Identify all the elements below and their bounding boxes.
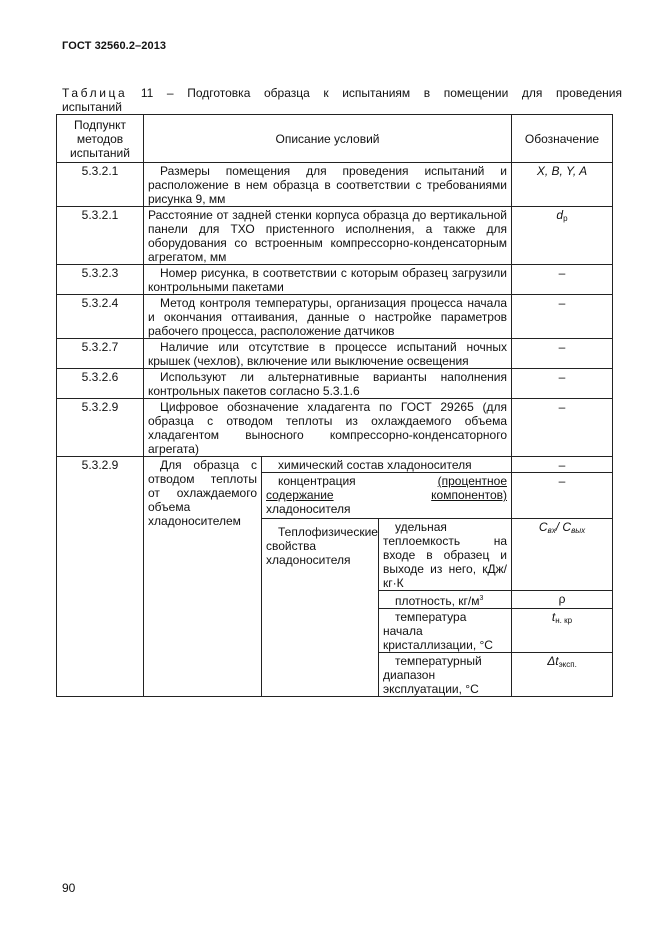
coolant-concentration xyxy=(262,473,512,519)
row-description: Расстояние от задней стенки корпуса образца до вертикальной панели для ТХО пристенного исполнения, а также для оборудования со встроенным компрессорно-конденсаторным агрегатом, мм xyxy=(144,207,512,265)
row-designation: – xyxy=(512,473,613,519)
row-designation: – xyxy=(512,457,613,473)
thermophysical-properties-label: Теплофизические свойства хладоносителя xyxy=(262,519,379,697)
designation-subscript: н. кр xyxy=(555,616,573,625)
concentration-content: содержание xyxy=(266,488,334,502)
row-description: Номер рисунка, в соответствии с которым образец загрузили контрольными пакетами xyxy=(144,265,512,295)
concentration-components: компонентов) xyxy=(431,488,507,502)
row-subclause: 5.3.2.4 xyxy=(57,295,144,339)
row-subclause: 5.3.2.3 xyxy=(57,265,144,295)
table-row xyxy=(57,399,613,457)
row-designation: – xyxy=(512,265,613,295)
conditions-table xyxy=(56,114,613,697)
header-subclause: Подпункт методов испытаний xyxy=(57,115,144,163)
designation-subscript: p xyxy=(563,214,568,223)
designation-crystallization xyxy=(512,609,613,653)
concentration-line1 xyxy=(266,474,507,488)
row-designation: X, B, Y, A xyxy=(512,163,613,207)
row-description: Метод контроля температуры, организация процесса начала и окончания оттаивания, данные о настройке параметров рабочего процесса, расположение датчиков xyxy=(144,295,512,339)
concentration-word: концентрация xyxy=(278,474,356,488)
density-unit-exponent: 3 xyxy=(479,595,484,602)
concentration-line2 xyxy=(266,488,507,502)
header-designation: Обозначение xyxy=(512,115,613,163)
row-subclause: 5.3.2.6 xyxy=(57,369,144,399)
table-caption xyxy=(62,86,622,100)
row-description: Цифровое обозначение хладагента по ГОСТ 29265 (для образца с отводом теплоты из охлаждаемого объема хладагентом выносного компрессорно-конденсаторного агрегата) xyxy=(144,399,512,457)
row-designation: – xyxy=(512,295,613,339)
density-label: плотность, кг/м xyxy=(395,594,480,608)
coolant-group-label: Для образца с отводом теплоты от охлаждаемого объема хладоносителем xyxy=(144,457,262,697)
designation-symbol: t xyxy=(551,610,556,624)
row-subclause: 5.3.2.1 xyxy=(57,163,144,207)
table-row xyxy=(57,163,613,207)
designation-symbol: Δt xyxy=(547,654,559,668)
designation-operating-range xyxy=(512,653,613,697)
row-designation xyxy=(512,207,613,265)
row-designation: – xyxy=(512,369,613,399)
table-row xyxy=(57,265,613,295)
designation-heat-capacity: $C_{вх}/$ $C_{вых}$ xyxy=(512,519,613,591)
designation-density: ρ xyxy=(512,591,613,609)
concentration-percent: (процентное xyxy=(437,474,507,488)
coolant-chemical-composition: химический состав хладоносителя xyxy=(262,457,512,473)
row-subclause: 5.3.2.9 xyxy=(57,399,144,457)
table-row xyxy=(57,339,613,369)
row-subclause: 5.3.2.1 xyxy=(57,207,144,265)
row-description: Наличие или отсутствие в процессе испытаний ночных крышек (чехлов), включение или выключение освещения xyxy=(144,339,512,369)
row-subclause: 5.3.2.7 xyxy=(57,339,144,369)
designation-symbol: d xyxy=(556,208,564,222)
concentration-coolant: хладоносителя xyxy=(266,502,351,516)
designation-subscript: эксп. xyxy=(558,660,577,669)
table-row xyxy=(57,369,613,399)
property-heat-capacity: удельная теплоемкость на входе в образец и выходе из него, кДж/кг·К xyxy=(379,519,512,591)
row-designation: – xyxy=(512,339,613,369)
header-description: Описание условий xyxy=(144,115,512,163)
row-subclause: 5.3.2.9 xyxy=(57,457,144,697)
row-description: Размеры помещения для проведения испытаний и расположение в нем образца в соответствии с требованиями рисунка 9, мм xyxy=(144,163,512,207)
property-density xyxy=(379,591,512,609)
table-row-coolant-chem xyxy=(57,457,613,473)
document-code: ГОСТ 32560.2–2013 xyxy=(62,40,167,52)
caption-line2: испытаний xyxy=(62,100,122,114)
table-row xyxy=(57,207,613,265)
page-number: 90 xyxy=(62,881,76,895)
table-row xyxy=(57,295,613,339)
caption-line1: 11 – Подготовка образца к испытаниям в помещении для проведения xyxy=(140,86,622,100)
row-designation: – xyxy=(512,399,613,457)
table-header-row xyxy=(57,115,613,163)
caption-label: Таблица xyxy=(62,86,128,100)
row-description: Используют ли альтернативные варианты наполнения контрольных пакетов согласно 5.3.1.6 xyxy=(144,369,512,399)
property-crystallization-temp: температура начала кристаллизации, °C xyxy=(379,609,512,653)
property-operating-range: температурный диапазон эксплуатации, °C xyxy=(379,653,512,697)
